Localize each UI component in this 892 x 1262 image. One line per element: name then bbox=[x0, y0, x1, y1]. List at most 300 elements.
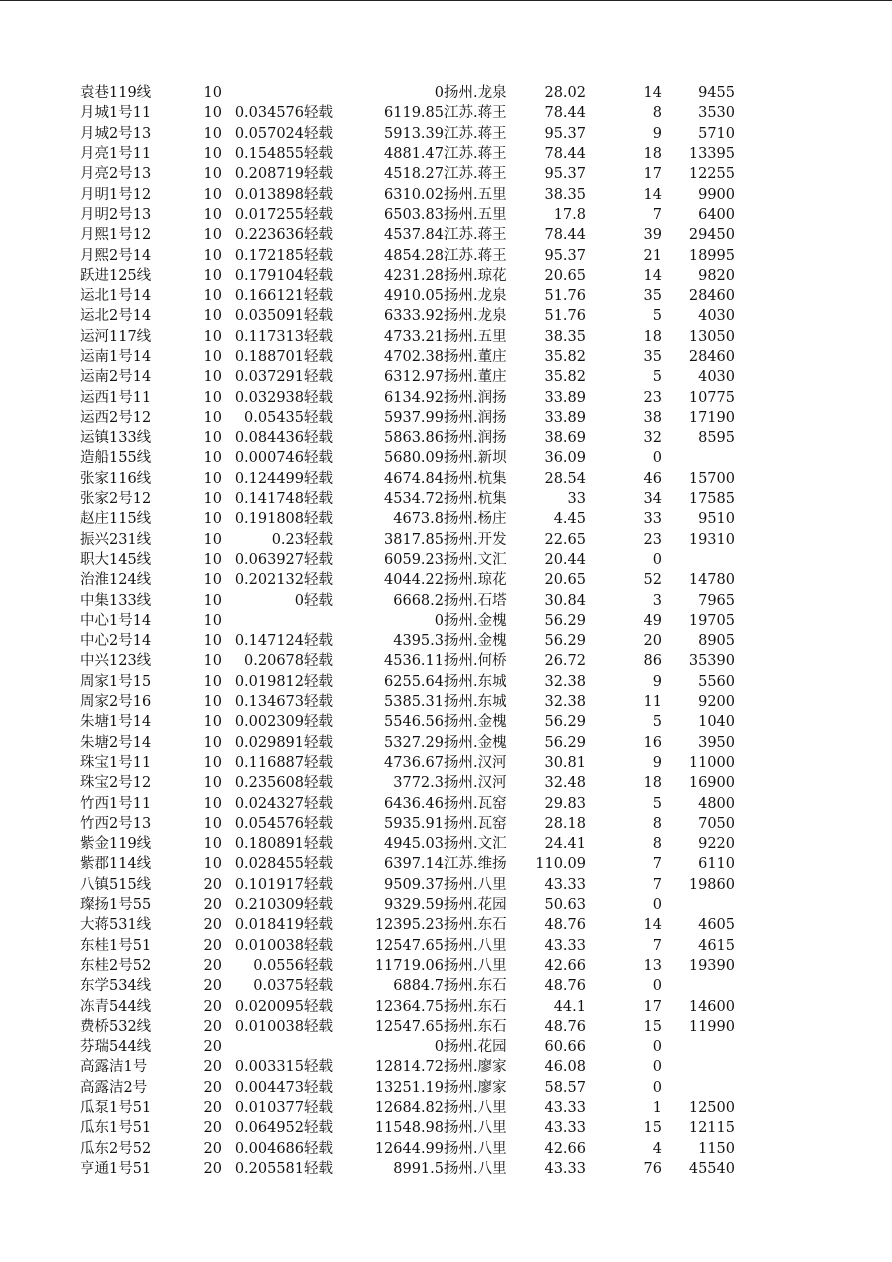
length-cell: 38.35 bbox=[544, 186, 586, 203]
transformer-count-cell: 39 bbox=[643, 227, 662, 244]
capacity-cell: 0 bbox=[434, 1039, 444, 1056]
load-status-cell: 轻载 bbox=[304, 1099, 333, 1116]
line-name-cell: 赵庄115线 bbox=[80, 511, 152, 528]
capacity-cell: 4537.84 bbox=[384, 227, 444, 244]
table-row bbox=[80, 1138, 735, 1158]
line-name-cell: 冻青544线 bbox=[80, 998, 152, 1015]
capacity-cell: 4044.22 bbox=[384, 572, 444, 589]
capacity-cell: 6333.92 bbox=[384, 308, 444, 325]
substation-cell: 扬州.金槐 bbox=[444, 714, 507, 731]
capacity-cell: 12644.99 bbox=[374, 1140, 444, 1157]
substation-cell: 扬州.杨庄 bbox=[444, 511, 507, 528]
load-rate-cell bbox=[222, 1037, 304, 1057]
capacity-cell: 5546.56 bbox=[384, 714, 444, 731]
table-row bbox=[80, 956, 735, 976]
load-rate-cell bbox=[222, 611, 304, 631]
length-cell: 48.76 bbox=[544, 978, 586, 995]
substation-cell: 扬州.东石 bbox=[444, 978, 507, 995]
transformer-count-cell: 0 bbox=[652, 551, 662, 568]
capacity-cell: 13251.19 bbox=[374, 1079, 444, 1096]
capacity-cell: 11548.98 bbox=[374, 1120, 444, 1137]
line-name-cell: 竹西1号11 bbox=[80, 795, 152, 812]
capacity-kva-cell: 12115 bbox=[688, 1120, 735, 1137]
voltage-cell: 20 bbox=[203, 1140, 222, 1157]
capacity-kva-cell: 5560 bbox=[698, 673, 735, 690]
line-name-cell: 东桂2号52 bbox=[80, 957, 152, 974]
length-cell: 26.72 bbox=[544, 653, 586, 670]
load-status-cell: 轻载 bbox=[304, 1140, 333, 1157]
load-rate-cell: 0.017255 bbox=[234, 206, 304, 223]
load-rate-cell: 0.188701 bbox=[234, 349, 304, 365]
transformer-count-cell: 5 bbox=[652, 795, 662, 812]
load-rate-cell: 0.180891 bbox=[234, 836, 304, 853]
length-cell: 56.29 bbox=[544, 633, 586, 650]
substation-cell: 扬州.董庄 bbox=[444, 369, 507, 386]
load-rate-cell: 0.054576 bbox=[234, 815, 304, 832]
load-rate-cell: 0.0375 bbox=[253, 978, 304, 995]
voltage-cell: 10 bbox=[203, 673, 222, 690]
capacity-kva-cell: 11000 bbox=[688, 754, 735, 771]
substation-cell: 江苏.蒋王 bbox=[444, 227, 507, 244]
transformer-count-cell: 11 bbox=[643, 694, 662, 711]
load-status-cell: 轻载 bbox=[304, 206, 333, 223]
substation-cell: 扬州.杭集 bbox=[444, 470, 507, 487]
table-row bbox=[80, 245, 735, 265]
capacity-kva-cell: 9200 bbox=[698, 694, 735, 711]
voltage-cell: 20 bbox=[203, 897, 222, 914]
table-row bbox=[80, 225, 735, 245]
capacity-kva-cell: 12255 bbox=[688, 166, 735, 183]
load-status-cell: 轻载 bbox=[304, 369, 333, 386]
load-status-cell: 轻载 bbox=[304, 1018, 333, 1035]
substation-cell: 江苏.蒋王 bbox=[444, 247, 507, 264]
transformer-count-cell: 18 bbox=[643, 146, 662, 163]
load-rate-cell: 0.028455 bbox=[234, 856, 304, 873]
voltage-cell: 10 bbox=[203, 186, 222, 203]
transformer-count-cell: 0 bbox=[652, 1059, 662, 1076]
capacity-cell: 9509.37 bbox=[384, 876, 444, 893]
voltage-cell: 10 bbox=[203, 146, 222, 163]
capacity-cell: 5913.39 bbox=[384, 125, 444, 142]
voltage-cell: 20 bbox=[203, 998, 222, 1015]
table-row bbox=[80, 814, 735, 834]
length-cell: 17.8 bbox=[553, 206, 586, 223]
capacity-kva-cell: 19705 bbox=[688, 612, 735, 629]
capacity-cell: 4518.27 bbox=[384, 166, 444, 183]
line-name-cell: 运南1号14 bbox=[80, 349, 152, 365]
load-rate-cell: 0.010038 bbox=[234, 1018, 304, 1035]
substation-cell: 扬州.瓦窑 bbox=[444, 815, 507, 832]
voltage-cell: 10 bbox=[203, 795, 222, 812]
substation-cell: 江苏.蒋王 bbox=[444, 166, 507, 183]
capacity-kva-cell: 19860 bbox=[688, 876, 735, 893]
line-name-cell: 振兴231线 bbox=[80, 531, 152, 548]
line-name-cell: 运河117线 bbox=[80, 328, 152, 345]
line-name-cell: 运西2号12 bbox=[80, 409, 152, 426]
load-status-cell: 轻载 bbox=[304, 349, 333, 365]
load-status-cell: 轻载 bbox=[304, 937, 333, 954]
capacity-kva-cell: 7965 bbox=[698, 592, 735, 609]
length-cell: 33.89 bbox=[544, 389, 586, 406]
load-status-cell: 轻载 bbox=[304, 572, 333, 589]
substation-cell: 扬州.廖家 bbox=[444, 1079, 507, 1096]
length-cell: 22.65 bbox=[544, 531, 586, 548]
table-row bbox=[80, 509, 735, 529]
line-name-cell: 竹西2号13 bbox=[80, 815, 152, 832]
substation-cell: 扬州.东城 bbox=[444, 673, 507, 690]
voltage-cell: 10 bbox=[203, 511, 222, 528]
length-cell: 42.66 bbox=[544, 957, 586, 974]
length-cell: 50.63 bbox=[544, 897, 586, 914]
voltage-cell: 10 bbox=[203, 612, 222, 629]
table-row bbox=[80, 327, 735, 347]
length-cell: 56.29 bbox=[544, 612, 586, 629]
length-cell: 95.37 bbox=[544, 166, 586, 183]
transformer-count-cell: 23 bbox=[643, 389, 662, 406]
load-rate-cell: 0.063927 bbox=[234, 551, 304, 568]
voltage-cell: 10 bbox=[203, 308, 222, 325]
capacity-kva-cell bbox=[662, 895, 735, 915]
table-row bbox=[80, 164, 735, 184]
substation-cell: 扬州.文汇 bbox=[444, 551, 507, 568]
voltage-cell: 20 bbox=[203, 917, 222, 934]
table-row bbox=[80, 144, 735, 164]
capacity-kva-cell: 14780 bbox=[688, 572, 735, 589]
table-row bbox=[80, 1078, 735, 1098]
substation-cell: 扬州.瓦窑 bbox=[444, 795, 507, 812]
capacity-cell: 6503.83 bbox=[384, 206, 444, 223]
load-rate-cell: 0.172185 bbox=[234, 247, 304, 264]
substation-cell: 扬州.八里 bbox=[444, 1120, 507, 1137]
load-rate-cell: 0.037291 bbox=[234, 369, 304, 386]
load-status-cell: 轻载 bbox=[304, 551, 333, 568]
transformer-count-cell: 1 bbox=[652, 1099, 662, 1116]
capacity-cell: 6884.7 bbox=[393, 978, 444, 995]
voltage-cell: 20 bbox=[203, 978, 222, 995]
substation-cell: 扬州.杭集 bbox=[444, 491, 507, 508]
capacity-cell: 4702.38 bbox=[384, 349, 444, 365]
transformer-count-cell: 3 bbox=[652, 592, 662, 609]
load-rate-cell: 0.235608 bbox=[234, 775, 304, 792]
voltage-cell: 10 bbox=[203, 409, 222, 426]
transformer-count-cell: 5 bbox=[652, 714, 662, 731]
capacity-cell: 4534.72 bbox=[384, 491, 444, 508]
transformer-count-cell: 0 bbox=[652, 897, 662, 914]
substation-cell: 扬州.八里 bbox=[444, 937, 507, 954]
length-cell: 33.89 bbox=[544, 409, 586, 426]
table-row bbox=[80, 631, 735, 651]
capacity-cell: 12684.82 bbox=[374, 1099, 444, 1116]
load-rate-cell: 0.034576 bbox=[234, 105, 304, 122]
capacity-kva-cell: 3950 bbox=[698, 734, 735, 751]
line-name-cell: 张家116线 bbox=[80, 470, 152, 487]
line-name-cell: 中兴123线 bbox=[80, 653, 152, 670]
capacity-kva-cell: 1150 bbox=[698, 1140, 735, 1157]
transformer-count-cell: 7 bbox=[652, 856, 662, 873]
load-rate-cell: 0.013898 bbox=[234, 186, 304, 203]
load-status-cell: 轻载 bbox=[304, 653, 333, 670]
voltage-cell: 20 bbox=[203, 1079, 222, 1096]
line-name-cell: 高露洁1号 bbox=[80, 1059, 148, 1076]
load-rate-cell: 0.166121 bbox=[234, 288, 304, 305]
load-rate-cell: 0.154855 bbox=[234, 146, 304, 163]
capacity-cell: 4736.67 bbox=[384, 754, 444, 771]
load-status-cell: 轻载 bbox=[304, 714, 333, 731]
load-rate-cell: 0.004686 bbox=[234, 1140, 304, 1157]
load-status-cell: 轻载 bbox=[304, 856, 333, 873]
voltage-cell: 10 bbox=[203, 85, 222, 102]
voltage-cell: 10 bbox=[203, 775, 222, 792]
capacity-kva-cell: 15700 bbox=[688, 470, 735, 487]
transformer-count-cell: 8 bbox=[652, 836, 662, 853]
line-name-cell: 张家2号12 bbox=[80, 491, 152, 508]
load-rate-cell: 0.010377 bbox=[234, 1099, 304, 1116]
table-row bbox=[80, 651, 735, 671]
load-rate-cell: 0.179104 bbox=[234, 267, 304, 284]
capacity-kva-cell: 29450 bbox=[688, 227, 735, 244]
substation-cell: 扬州.金槐 bbox=[444, 734, 507, 751]
transformer-count-cell: 18 bbox=[643, 775, 662, 792]
capacity-cell: 5327.29 bbox=[384, 734, 444, 751]
transformer-count-cell: 0 bbox=[652, 1039, 662, 1056]
capacity-kva-cell: 4615 bbox=[698, 937, 735, 954]
line-load-table bbox=[80, 83, 735, 1179]
voltage-cell: 20 bbox=[203, 1099, 222, 1116]
load-status-cell: 轻载 bbox=[304, 1079, 333, 1096]
substation-cell: 扬州.花园 bbox=[444, 1039, 507, 1056]
table-row bbox=[80, 854, 735, 874]
load-status-cell: 轻载 bbox=[304, 754, 333, 771]
capacity-kva-cell: 9455 bbox=[698, 85, 735, 102]
capacity-kva-cell: 1040 bbox=[698, 714, 735, 731]
capacity-kva-cell: 4030 bbox=[698, 308, 735, 325]
line-name-cell: 八镇515线 bbox=[80, 876, 152, 893]
substation-cell: 扬州.东城 bbox=[444, 694, 507, 711]
transformer-count-cell: 7 bbox=[652, 206, 662, 223]
line-name-cell: 大蒋531线 bbox=[80, 917, 152, 934]
capacity-cell: 4673.8 bbox=[393, 511, 444, 528]
load-rate-cell: 0.029891 bbox=[234, 734, 304, 751]
load-status-cell: 轻载 bbox=[304, 227, 333, 244]
voltage-cell: 10 bbox=[203, 247, 222, 264]
table-row bbox=[80, 367, 735, 387]
transformer-count-cell: 17 bbox=[643, 166, 662, 183]
voltage-cell: 10 bbox=[203, 856, 222, 873]
line-name-cell: 瓜东1号51 bbox=[80, 1120, 152, 1137]
voltage-cell: 10 bbox=[203, 551, 222, 568]
voltage-cell: 10 bbox=[203, 491, 222, 508]
voltage-cell: 20 bbox=[203, 957, 222, 974]
transformer-count-cell: 5 bbox=[652, 369, 662, 386]
transformer-count-cell: 9 bbox=[652, 754, 662, 771]
load-status-cell: 轻载 bbox=[304, 146, 333, 163]
substation-cell: 扬州.东石 bbox=[444, 1018, 507, 1035]
line-name-cell: 月明1号12 bbox=[80, 186, 152, 203]
voltage-cell: 10 bbox=[203, 389, 222, 406]
capacity-kva-cell: 9220 bbox=[698, 836, 735, 853]
table-row bbox=[80, 570, 735, 590]
capacity-cell: 6255.64 bbox=[384, 673, 444, 690]
voltage-cell: 10 bbox=[203, 105, 222, 122]
load-rate-cell: 0.116887 bbox=[234, 754, 304, 771]
capacity-kva-cell: 28460 bbox=[688, 288, 735, 305]
line-name-cell: 月城2号13 bbox=[80, 125, 152, 142]
load-rate-cell: 0.084436 bbox=[234, 430, 304, 447]
transformer-count-cell: 35 bbox=[643, 349, 662, 365]
line-name-cell: 造船155线 bbox=[80, 450, 152, 467]
voltage-cell: 20 bbox=[203, 1160, 222, 1177]
length-cell: 32.38 bbox=[544, 694, 586, 711]
line-name-cell: 中心2号14 bbox=[80, 633, 152, 650]
load-status-cell: 轻载 bbox=[304, 1120, 333, 1137]
voltage-cell: 10 bbox=[203, 430, 222, 447]
table-row bbox=[80, 733, 735, 753]
load-status-cell: 轻载 bbox=[304, 511, 333, 528]
table-row bbox=[80, 266, 735, 286]
table-row bbox=[80, 1037, 735, 1057]
transformer-count-cell: 32 bbox=[643, 430, 662, 447]
line-name-cell: 运南2号14 bbox=[80, 369, 152, 386]
capacity-cell: 4854.28 bbox=[384, 247, 444, 264]
transformer-count-cell: 9 bbox=[652, 125, 662, 142]
substation-cell: 扬州.何桥 bbox=[444, 653, 507, 670]
voltage-cell: 10 bbox=[203, 694, 222, 711]
capacity-kva-cell: 9820 bbox=[698, 267, 735, 284]
capacity-kva-cell: 18995 bbox=[688, 247, 735, 264]
capacity-kva-cell bbox=[662, 1078, 735, 1098]
load-status-cell: 轻载 bbox=[304, 389, 333, 406]
capacity-cell: 4910.05 bbox=[384, 288, 444, 305]
table-row bbox=[80, 469, 735, 489]
substation-cell: 扬州.五里 bbox=[444, 186, 507, 203]
line-name-cell: 东桂1号51 bbox=[80, 937, 152, 954]
table-row bbox=[80, 1118, 735, 1138]
transformer-count-cell: 23 bbox=[643, 531, 662, 548]
length-cell: 43.33 bbox=[544, 1120, 586, 1137]
capacity-kva-cell bbox=[662, 1037, 735, 1057]
line-name-cell: 朱塘2号14 bbox=[80, 734, 152, 751]
table-row bbox=[80, 935, 735, 955]
capacity-cell: 6312.97 bbox=[384, 369, 444, 386]
table-body bbox=[80, 83, 735, 1179]
line-name-cell: 月熙2号14 bbox=[80, 247, 152, 264]
table-row bbox=[80, 590, 735, 610]
substation-cell: 江苏.蒋王 bbox=[444, 125, 507, 142]
table-row bbox=[80, 103, 735, 123]
line-name-cell: 运北1号14 bbox=[80, 288, 152, 305]
load-status-cell: 轻载 bbox=[304, 470, 333, 487]
substation-cell: 扬州.八里 bbox=[444, 876, 507, 893]
capacity-cell: 6668.2 bbox=[393, 592, 444, 609]
transformer-count-cell: 5 bbox=[652, 308, 662, 325]
capacity-cell: 12364.75 bbox=[374, 998, 444, 1015]
capacity-kva-cell: 5710 bbox=[698, 125, 735, 142]
capacity-cell: 3772.3 bbox=[393, 775, 444, 792]
transformer-count-cell: 52 bbox=[643, 572, 662, 589]
transformer-count-cell: 7 bbox=[652, 876, 662, 893]
length-cell: 44.1 bbox=[553, 998, 586, 1015]
capacity-cell: 4733.21 bbox=[384, 328, 444, 345]
line-name-cell: 月城1号11 bbox=[80, 105, 152, 122]
substation-cell: 扬州.金槐 bbox=[444, 612, 507, 629]
load-status-cell: 轻载 bbox=[304, 328, 333, 345]
load-status-cell: 轻载 bbox=[304, 105, 333, 122]
voltage-cell: 10 bbox=[203, 349, 222, 365]
table-row bbox=[80, 550, 735, 570]
substation-cell: 扬州.润扬 bbox=[444, 430, 507, 447]
substation-cell: 扬州.金槐 bbox=[444, 633, 507, 650]
capacity-kva-cell: 10775 bbox=[688, 389, 735, 406]
substation-cell: 扬州.润扬 bbox=[444, 389, 507, 406]
load-rate-cell: 0.05435 bbox=[244, 409, 304, 426]
line-name-cell: 瓜东2号52 bbox=[80, 1140, 152, 1157]
length-cell: 35.82 bbox=[544, 349, 586, 365]
voltage-cell: 10 bbox=[203, 653, 222, 670]
transformer-count-cell: 0 bbox=[652, 978, 662, 995]
load-status-cell: 轻载 bbox=[304, 125, 333, 142]
capacity-kva-cell: 14600 bbox=[688, 998, 735, 1015]
capacity-kva-cell bbox=[662, 550, 735, 570]
load-rate-cell: 0.223636 bbox=[234, 227, 304, 244]
load-status-cell: 轻载 bbox=[304, 876, 333, 893]
line-name-cell: 跃进125线 bbox=[80, 267, 152, 284]
load-status-cell: 轻载 bbox=[304, 267, 333, 284]
capacity-cell: 6397.14 bbox=[384, 856, 444, 873]
length-cell: 20.44 bbox=[544, 551, 586, 568]
capacity-cell: 0 bbox=[434, 85, 444, 102]
load-status-cell: 轻载 bbox=[304, 795, 333, 812]
line-name-cell: 月亮1号11 bbox=[80, 146, 152, 163]
transformer-count-cell: 76 bbox=[643, 1160, 662, 1177]
line-name-cell: 职大145线 bbox=[80, 551, 152, 568]
capacity-cell: 5935.91 bbox=[384, 815, 444, 832]
substation-cell: 扬州.石塔 bbox=[444, 592, 507, 609]
length-cell: 35.82 bbox=[544, 369, 586, 386]
capacity-kva-cell: 19310 bbox=[688, 531, 735, 548]
voltage-cell: 20 bbox=[203, 937, 222, 954]
load-rate-cell: 0.202132 bbox=[234, 572, 304, 589]
substation-cell: 扬州.汉河 bbox=[444, 754, 507, 771]
substation-cell: 扬州.八里 bbox=[444, 1160, 507, 1177]
capacity-cell: 4536.11 bbox=[384, 653, 444, 670]
length-cell: 28.18 bbox=[544, 815, 586, 832]
transformer-count-cell: 15 bbox=[643, 1018, 662, 1035]
line-name-cell: 费桥532线 bbox=[80, 1018, 152, 1035]
load-rate-cell: 0.032938 bbox=[234, 389, 304, 406]
load-status-cell: 轻载 bbox=[304, 957, 333, 974]
capacity-cell: 12814.72 bbox=[374, 1059, 444, 1076]
voltage-cell: 10 bbox=[203, 369, 222, 386]
capacity-kva-cell: 16900 bbox=[688, 775, 735, 792]
load-status-cell: 轻载 bbox=[304, 186, 333, 203]
table-row bbox=[80, 124, 735, 144]
load-rate-cell: 0.101917 bbox=[234, 876, 304, 893]
load-status-cell bbox=[304, 1037, 338, 1057]
length-cell: 110.09 bbox=[535, 856, 586, 873]
capacity-kva-cell bbox=[662, 1057, 735, 1077]
capacity-kva-cell: 13050 bbox=[688, 328, 735, 345]
capacity-kva-cell: 17190 bbox=[688, 409, 735, 426]
substation-cell: 扬州.琼花 bbox=[444, 267, 507, 284]
voltage-cell: 20 bbox=[203, 876, 222, 893]
transformer-count-cell: 8 bbox=[652, 815, 662, 832]
transformer-count-cell: 21 bbox=[643, 247, 662, 264]
transformer-count-cell: 33 bbox=[643, 511, 662, 528]
transformer-count-cell: 15 bbox=[643, 1120, 662, 1137]
transformer-count-cell: 0 bbox=[652, 1079, 662, 1096]
table-row bbox=[80, 793, 735, 813]
voltage-cell: 10 bbox=[203, 633, 222, 650]
